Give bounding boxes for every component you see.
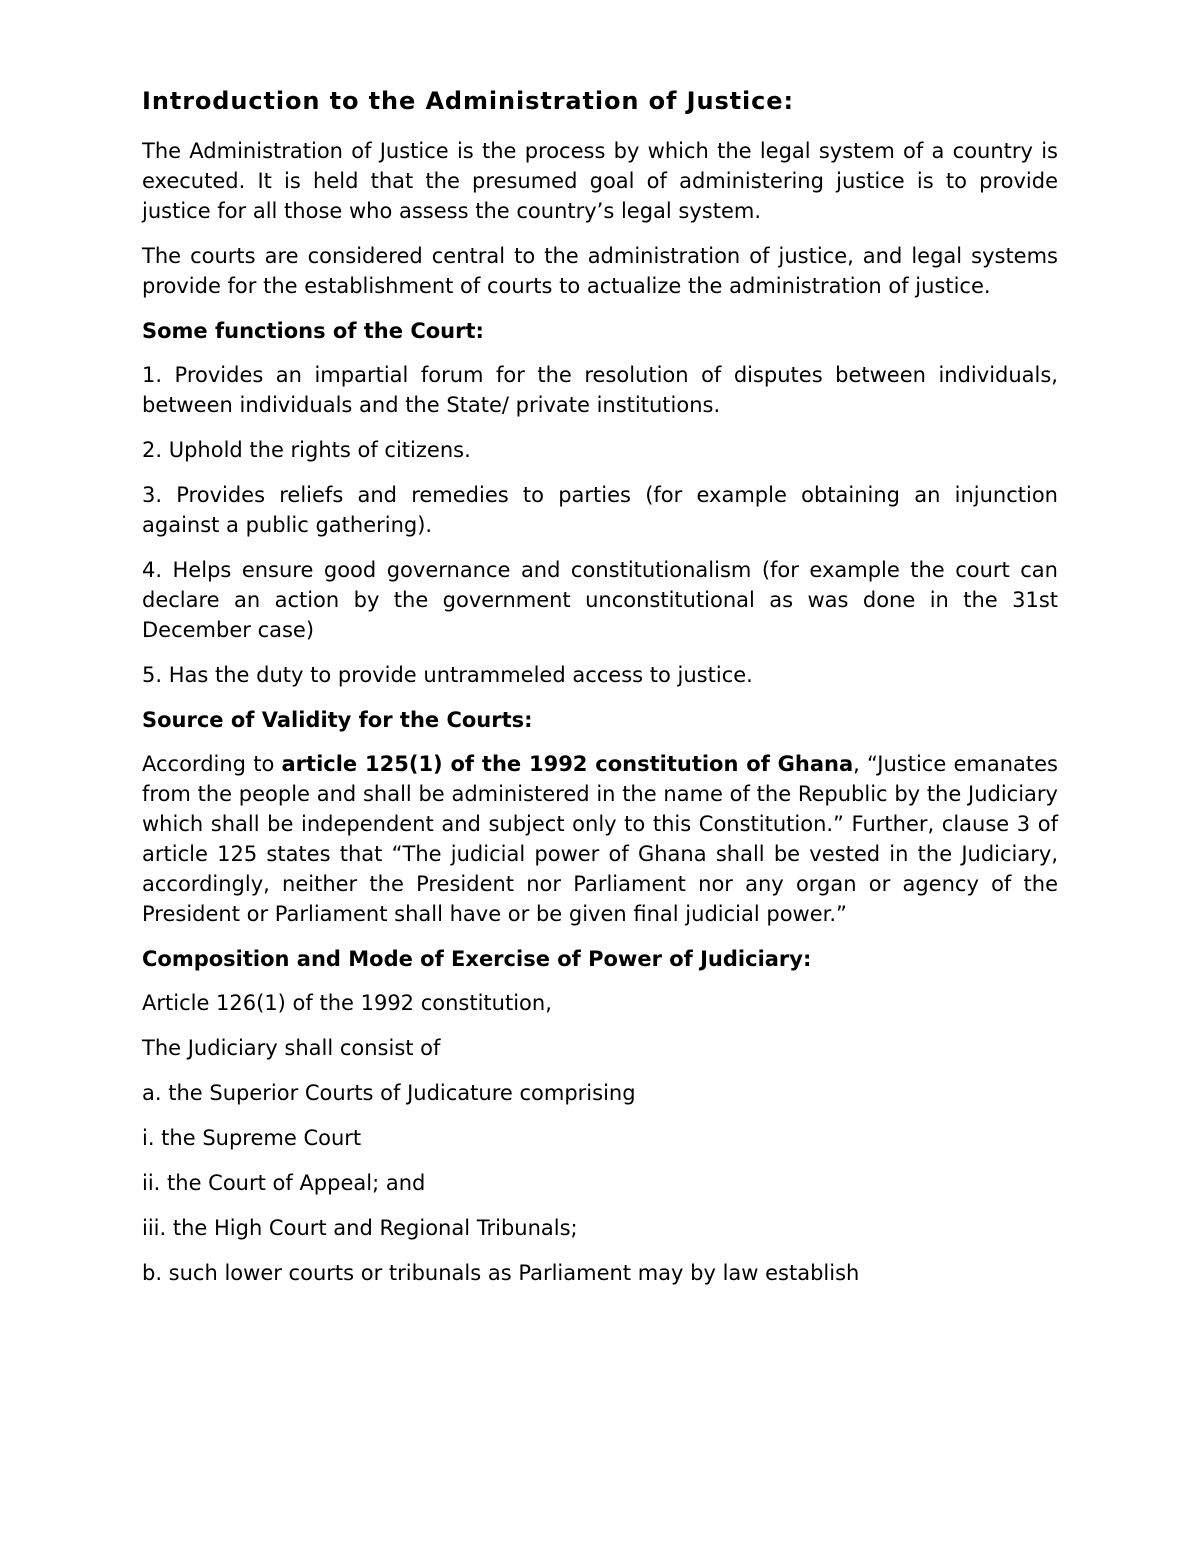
validity-lead: According to (142, 752, 282, 776)
function-item-5: 5. Has the duty to provide untrammeled access to justice. (142, 663, 753, 687)
intro-paragraph-2: The courts are considered central to the administration of justice, and legal systems provide for the establishment of courts to actualize the administration of justice. (142, 244, 1058, 298)
function-item-3: 3. Provides reliefs and remedies to parties (for example obtaining an injunction against a public gathering). (142, 483, 1058, 537)
document-title: Introduction to the Administration of Justice: (142, 87, 794, 115)
validity-paragraph (142, 749, 1058, 929)
composition-line-2: The Judiciary shall consist of (142, 1036, 441, 1060)
composition-line-7: b. such lower courts or tribunals as Parliament may by law establish (142, 1261, 860, 1285)
document-page (142, 82, 1058, 1303)
validity-article-reference: article 125(1) of the 1992 constitution of Ghana (281, 752, 854, 776)
composition-line-6: iii. the High Court and Regional Tribunals; (142, 1216, 578, 1240)
composition-line-3: a. the Superior Courts of Judicature comprising (142, 1081, 636, 1105)
function-item-4: 4. Helps ensure good governance and constitutionalism (for example the court can declare an action by the government unconstitutional as was done in the 31st December case) (142, 558, 1058, 642)
function-item-2: 2. Uphold the rights of citizens. (142, 438, 471, 462)
composition-heading: Composition and Mode of Exercise of Power of Judiciary: (142, 947, 812, 971)
functions-heading: Some functions of the Court: (142, 319, 484, 343)
validity-quote: , “Justice emanates from the people and shall be administered in the name of the Republic by the Judiciary which shall be independent and subject only to this Constitution.” Further, clause 3 of article 125 states that “The judicial power of Ghana shall be vested in the Judiciary, accordingly, neither the President nor Parliament nor any organ or agency of the President or Parliament shall have or be given final judicial power.” (142, 752, 1058, 926)
function-item-1: 1. Provides an impartial forum for the resolution of disputes between individuals, between individuals and the State/ private institutions. (142, 363, 1058, 417)
composition-line-5: ii. the Court of Appeal; and (142, 1171, 426, 1195)
intro-paragraph-1: The Administration of Justice is the process by which the legal system of a country is executed. It is held that the presumed goal of administering justice is to provide justice for all those who assess the country’s legal system. (142, 139, 1058, 223)
composition-line-1: Article 126(1) of the 1992 constitution, (142, 991, 552, 1015)
validity-heading: Source of Validity for the Courts: (142, 708, 533, 732)
composition-line-4: i. the Supreme Court (142, 1126, 362, 1150)
